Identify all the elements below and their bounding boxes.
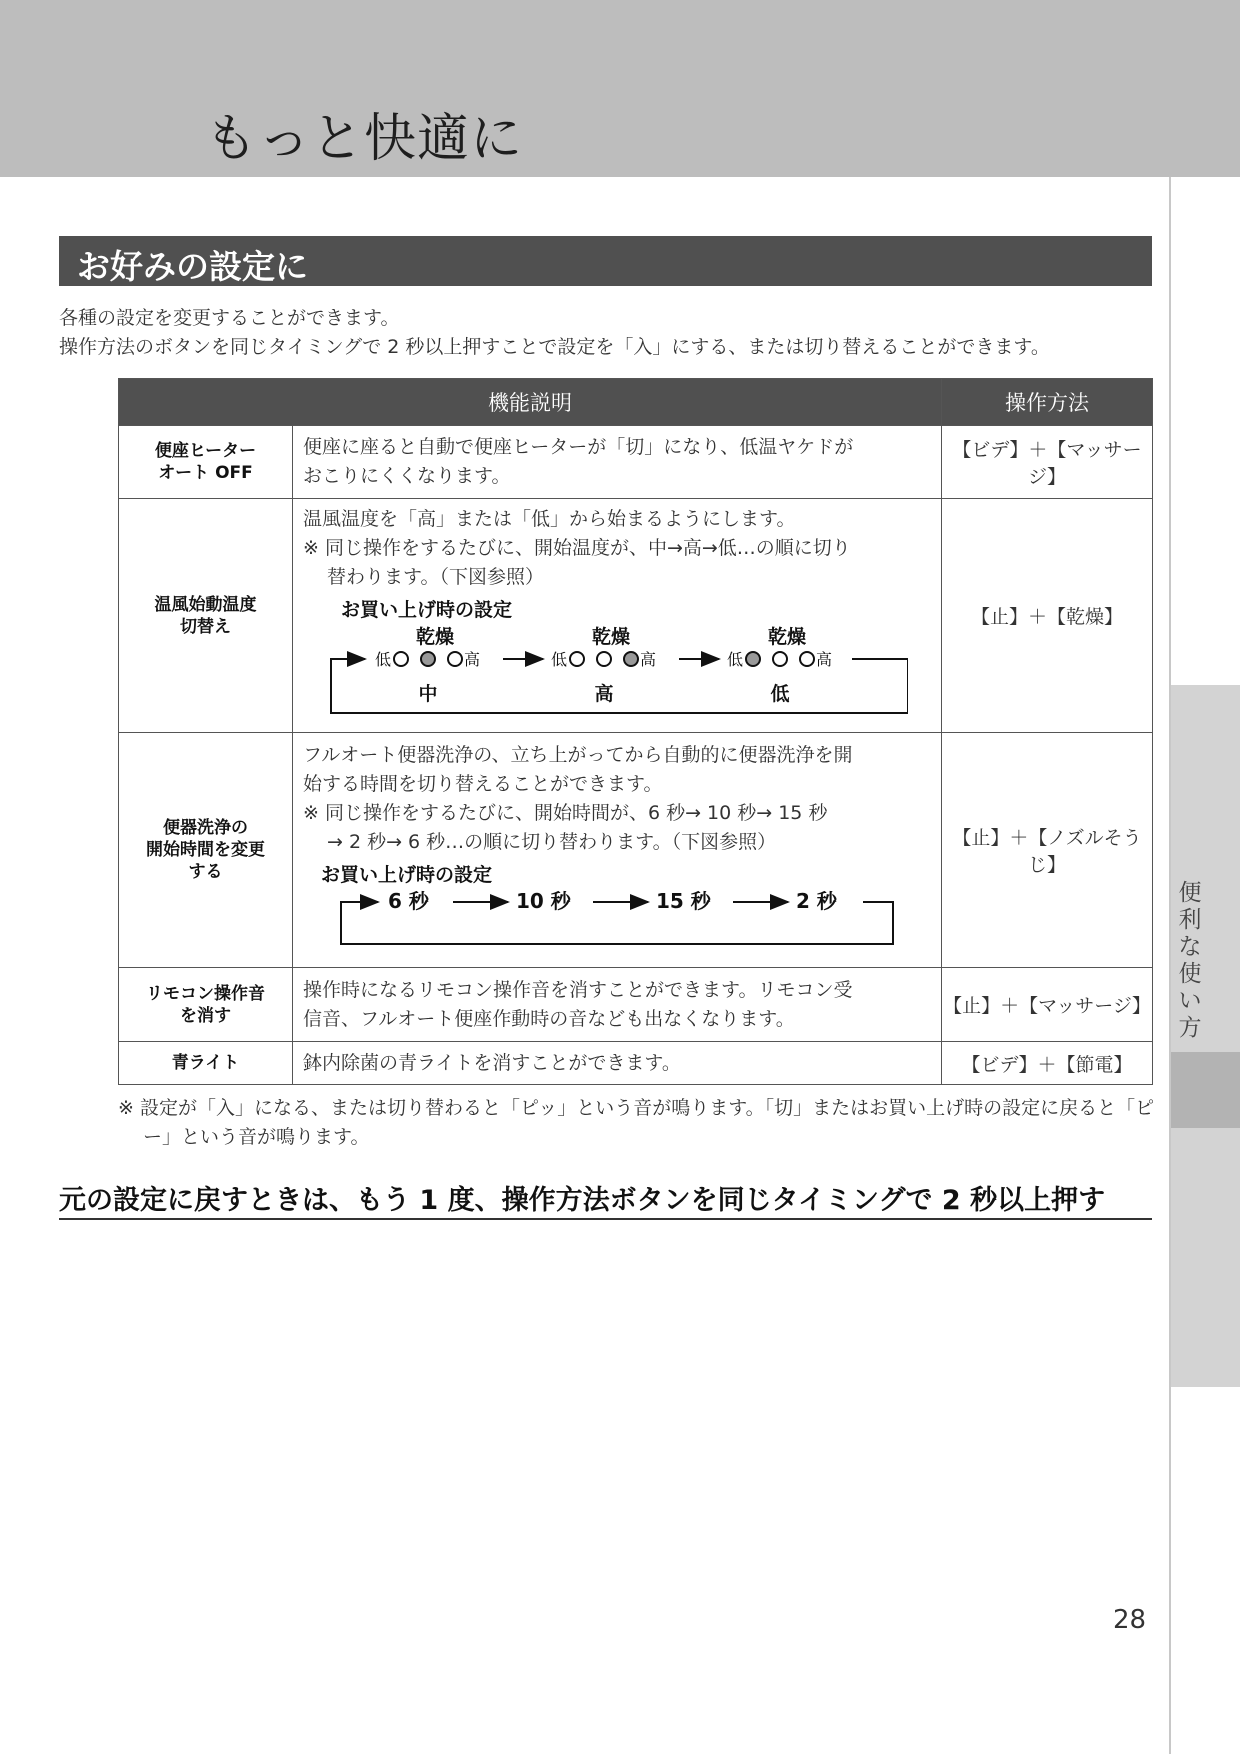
time-step: 15 秒 (656, 890, 711, 913)
function-name: 青ライト (119, 1042, 293, 1085)
column-header-operation: 操作方法 (942, 379, 1153, 426)
note: ※ 同じ操作をするたびに、開始温度が、中→高→低…の順に切り 替わります。（下図参照） (303, 537, 851, 588)
operation-method: 【止】＋【乾燥】 (942, 499, 1153, 733)
indicator-high (448, 652, 462, 666)
dryer-label: 乾燥 (591, 626, 631, 648)
setting-label: 高 (594, 683, 614, 705)
low-label: 低 (551, 650, 568, 669)
restore-underline (59, 1218, 1152, 1220)
function-description: 便座に座ると自動で便座ヒーターが「切」になり、低温ヤケドが おこりにくくなります。 (293, 426, 942, 499)
function-description: 温風温度を「高」または「低」から始まるようにします。 ※ 同じ操作をするたびに、開始温度が、中→高→低…の順に切り 替わります。（下図参照） お買い上げ時の設定 乾燥 乾燥 乾燥 低 高 中 低 高 高 低 高 低 (293, 499, 942, 733)
setting-label: 低 (770, 683, 790, 705)
intro-text (59, 304, 1050, 362)
indicator-low (394, 652, 408, 666)
indicator-low (746, 652, 760, 666)
indicator-low (570, 652, 584, 666)
intro-line: 各種の設定を変更することができます。 (59, 307, 400, 329)
temperature-cycle-diagram (303, 625, 908, 717)
dryer-label: 乾燥 (767, 626, 807, 648)
table-header-row (119, 379, 1153, 426)
section-title: お好みの設定に (77, 247, 308, 286)
table-row (119, 499, 1153, 733)
indicator-high (800, 652, 814, 666)
indicator-mid (773, 652, 787, 666)
function-name: リモコン操作音 を消す (119, 968, 293, 1042)
restore-heading: 元の設定に戻すときは、もう 1 度、操作方法ボタンを同じタイミングで 2 秒以上押す (59, 1185, 1106, 1216)
operation-method: 【ビデ】＋【節電】 (942, 1042, 1153, 1085)
function-description: 鉢内除菌の青ライトを消すことができます。 (293, 1042, 942, 1085)
start-time-cycle-diagram (303, 890, 908, 950)
column-header-function: 機能説明 (119, 379, 942, 426)
function-name: 便座ヒーター オート OFF (119, 426, 293, 499)
page-title: もっと快適に (205, 109, 524, 169)
function-description: 操作時になるリモコン操作音を消すことができます。リモコン受 信音、フルオート便座作動時の音なども出なくなります。 (293, 968, 942, 1042)
table-row (119, 968, 1153, 1042)
time-step: 2 秒 (796, 890, 837, 913)
time-step: 10 秒 (516, 890, 571, 913)
page-number: 28 (1113, 1605, 1147, 1635)
function-name: 温風始動温度 切替え (119, 499, 293, 733)
time-step: 6 秒 (388, 890, 429, 913)
intro-line: 操作方法のボタンを同じタイミングで 2 秒以上押すことで設定を「入」にする、または切り替えることができます。 (59, 336, 1050, 358)
function-name: 便器洗浄の 開始時間を変更 する (119, 733, 293, 968)
setting-label: 中 (418, 683, 438, 705)
side-index-tab-marker (1171, 1052, 1240, 1128)
dryer-label: 乾燥 (415, 626, 455, 648)
table-row (119, 1042, 1153, 1085)
header-band (0, 0, 1240, 177)
operation-method: 【止】＋【マッサージ】 (942, 968, 1153, 1042)
diagram-caption: お買い上げ時の設定 (341, 599, 513, 621)
table-row (119, 733, 1153, 968)
diagram-caption: お買い上げ時の設定 (321, 864, 493, 886)
settings-table (118, 378, 1153, 1085)
low-label: 低 (375, 650, 392, 669)
operation-method: 【止】＋【ノズルそうじ】 (942, 733, 1153, 968)
high-label: 高 (464, 650, 481, 669)
indicator-mid (597, 652, 611, 666)
function-description: フルオート便器洗浄の、立ち上がってから自動的に便器洗浄を開 始する時間を切り替えることができます。 ※ 同じ操作をするたびに、開始時間が、6 秒→ 10 秒→ 15 秒 → 2 秒→ 6 秒…の順に切り替わります。（下図参照） お買い上げ時の設定 6 秒 10 秒 15 秒 2 秒 (293, 733, 942, 968)
indicator-high (624, 652, 638, 666)
high-label: 高 (816, 650, 833, 669)
indicator-mid (421, 652, 435, 666)
footnote: ※ 設定が「入」になる、または切り替わると「ピッ」という音が鳴ります。「切」またはお買い上げ時の設定に戻ると「ピー」という音が鳴ります。 (118, 1097, 1155, 1148)
operation-method: 【ビデ】＋【マッサージ】 (942, 426, 1153, 499)
table-row (119, 426, 1153, 499)
section-header (59, 236, 1152, 286)
high-label: 高 (640, 650, 657, 669)
low-label: 低 (727, 650, 744, 669)
side-tab-label: 便利な使い方 (1178, 880, 1202, 1041)
note: ※ 同じ操作をするたびに、開始時間が、6 秒→ 10 秒→ 15 秒 → 2 秒→ 6 秒…の順に切り替わります。（下図参照） (303, 802, 828, 853)
